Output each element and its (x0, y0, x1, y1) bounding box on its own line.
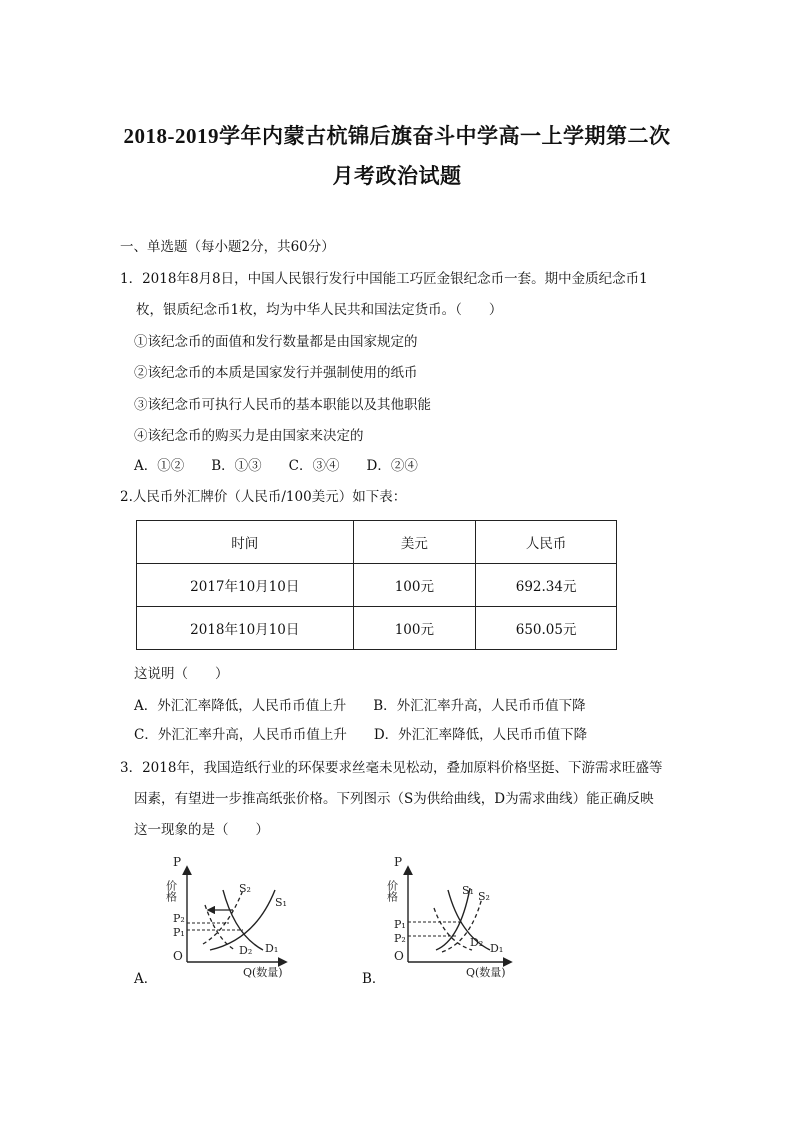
page-title-line1: 2018-2019学年内蒙古杭锦后旗奋斗中学高一上学期第二次 (123, 124, 671, 148)
page-title-line2: 月考政治试题 (332, 164, 462, 188)
q1-options: A．①② B．①③ C．③④ D．②④ (134, 458, 418, 474)
q1-stem-line2: 枚，银质纪念币1枚，均为中华人民共和国法定货币。（ ） (136, 302, 503, 318)
q3-stem-line2: 因素，有望进一步推高纸张价格。下列图示（S为供给曲线，D为需求曲线）能正确反映 (134, 791, 654, 807)
q3-stem-line3: 这一现象的是（ ） (134, 822, 269, 838)
price-label-high: P₁ (394, 918, 406, 931)
q3-option-a-label: A． (134, 971, 158, 987)
table-cell: 2017年10月10日 (137, 564, 354, 607)
y-axis-label: P (173, 855, 182, 869)
table-cell: 2018年10月10日 (137, 607, 354, 650)
table-header-cell: 美元 (353, 521, 476, 564)
x-axis-label: Q(数量) (466, 966, 506, 978)
table-row (137, 607, 617, 650)
table-header-row (137, 521, 617, 564)
q1-item-2: ②该纪念币的本质是国家发行并强制使用的纸币 (134, 365, 418, 381)
table-row (137, 564, 617, 607)
x-axis-label: Q(数量) (243, 966, 283, 978)
price-label-low: P₁ (173, 926, 185, 939)
table-cell: 692.34元 (476, 564, 617, 607)
supply-curve-s2 (203, 890, 243, 944)
d2-label: D₂ (239, 944, 253, 957)
q1-stem-line1: 1．2018年8月8日，中国人民银行发行中国能工巧匠金银纪念币一套。期中金质纪念币1 (120, 271, 648, 287)
d2-label: D₂ (470, 936, 484, 949)
y-axis-label: P (394, 855, 403, 869)
origin-label: O (394, 949, 404, 963)
s2-label: S₂ (478, 890, 490, 903)
q2-options-line1: A．外汇汇率降低，人民币币值上升 B．外汇汇率升高，人民币币值下降 (134, 698, 586, 714)
q2-stem: 2.人民币外汇牌价（人民币/100美元）如下表： (120, 489, 407, 505)
q1-item-1: ①该纪念币的面值和发行数量都是由国家规定的 (134, 334, 418, 350)
supply-curve-s1 (436, 888, 470, 950)
s2-label: S₂ (239, 882, 251, 895)
supply-demand-graph-a (165, 850, 305, 978)
s1-label: S₁ (462, 884, 474, 897)
s1-label: S₁ (275, 896, 287, 909)
table-cell: 100元 (353, 564, 476, 607)
table-cell: 100元 (353, 607, 476, 650)
q1-item-3: ③该纪念币可执行人民币的基本职能以及其他职能 (134, 397, 431, 413)
q2-prompt: 这说明（ ） (134, 666, 229, 682)
price-label-high: P₂ (173, 912, 185, 925)
section-heading: 一、单选题（每小题2分，共60分） (120, 239, 335, 255)
q3-stem-line1: 3．2018年，我国造纸行业的环保要求丝毫未见松动，叠加原料价格坚挺、下游需求旺盛等 (120, 760, 663, 776)
d1-label: D₁ (265, 942, 279, 955)
y-axis-unit-label: 价格 (165, 880, 178, 902)
q3-option-b-label: B． (362, 971, 386, 987)
q2-options-line2: C．外汇汇率升高，人民币币值上升 D．外汇汇率降低，人民币币值下降 (134, 727, 588, 743)
d1-label: D₁ (490, 942, 504, 955)
exchange-rate-table (136, 520, 617, 650)
table-header-cell: 人民币 (476, 521, 617, 564)
price-label-low: P₂ (394, 932, 406, 945)
y-axis-unit-label: 价格 (386, 880, 399, 902)
table-cell: 650.05元 (476, 607, 617, 650)
demand-curve-d1 (223, 890, 263, 950)
supply-curve-s1 (210, 890, 275, 950)
table-header-cell: 时间 (137, 521, 354, 564)
origin-label: O (173, 949, 183, 963)
q1-item-4: ④该纪念币的购买力是由国家来决定的 (134, 428, 364, 444)
supply-demand-graph-b (386, 850, 526, 978)
